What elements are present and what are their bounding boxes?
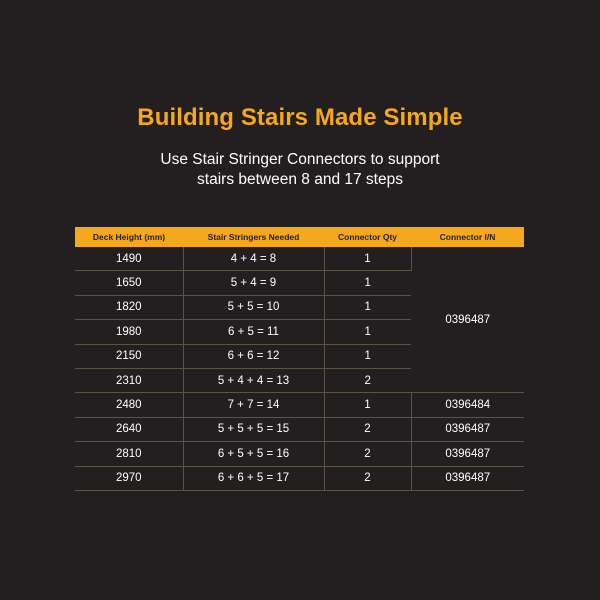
cell-stringers: 6 + 6 = 12 [183,344,324,368]
cell-qty: 1 [324,320,411,344]
cell-qty: 1 [324,247,411,271]
cell-deck-height: 1980 [75,320,183,344]
cell-stringers: 5 + 5 + 5 = 15 [183,417,324,441]
cell-deck-height: 1650 [75,271,183,295]
cell-deck-height: 2640 [75,417,183,441]
subtitle-line-2: stairs between 8 and 17 steps [197,171,403,188]
header-connector-in: Connector I/N [411,227,524,247]
table-row [75,393,524,417]
cell-stringers: 6 + 5 = 11 [183,320,324,344]
cell-connector-merged: 0396487 [411,247,524,393]
cell-qty: 1 [324,295,411,319]
table-row [75,247,524,271]
table-row [75,466,524,490]
cell-qty: 1 [324,344,411,368]
cell-qty: 2 [324,442,411,466]
cell-stringers: 6 + 5 + 5 = 16 [183,442,324,466]
cell-deck-height: 2810 [75,442,183,466]
cell-connector: 0396487 [411,417,524,441]
cell-qty: 1 [324,393,411,417]
cell-connector: 0396487 [411,442,524,466]
cell-qty: 2 [324,368,411,392]
cell-deck-height: 1490 [75,247,183,271]
cell-deck-height: 2150 [75,344,183,368]
cell-stringers: 5 + 5 = 10 [183,295,324,319]
table-row [75,442,524,466]
cell-connector: 0396484 [411,393,524,417]
cell-deck-height: 2970 [75,466,183,490]
table-row [75,417,524,441]
cell-stringers: 6 + 6 + 5 = 17 [183,466,324,490]
cell-stringers: 5 + 4 + 4 = 13 [183,368,324,392]
header-deck-height: Deck Height (mm) [75,227,183,247]
cell-qty: 1 [324,271,411,295]
cell-deck-height: 2480 [75,393,183,417]
cell-qty: 2 [324,466,411,490]
cell-connector: 0396487 [411,466,524,490]
cell-stringers: 4 + 4 = 8 [183,247,324,271]
page-title: Building Stairs Made Simple [137,104,463,131]
subtitle [0,150,600,190]
stair-connector-table [75,227,524,491]
cell-qty: 2 [324,417,411,441]
cell-stringers: 5 + 4 = 9 [183,271,324,295]
table-header-row [75,227,524,247]
subtitle-line-1: Use Stair Stringer Connectors to support [160,151,440,168]
cell-deck-height: 2310 [75,368,183,392]
header-connector-qty: Connector Qty [324,227,411,247]
header-stair-stringers: Stair Stringers Needed [183,227,324,247]
cell-stringers: 7 + 7 = 14 [183,393,324,417]
cell-deck-height: 1820 [75,295,183,319]
